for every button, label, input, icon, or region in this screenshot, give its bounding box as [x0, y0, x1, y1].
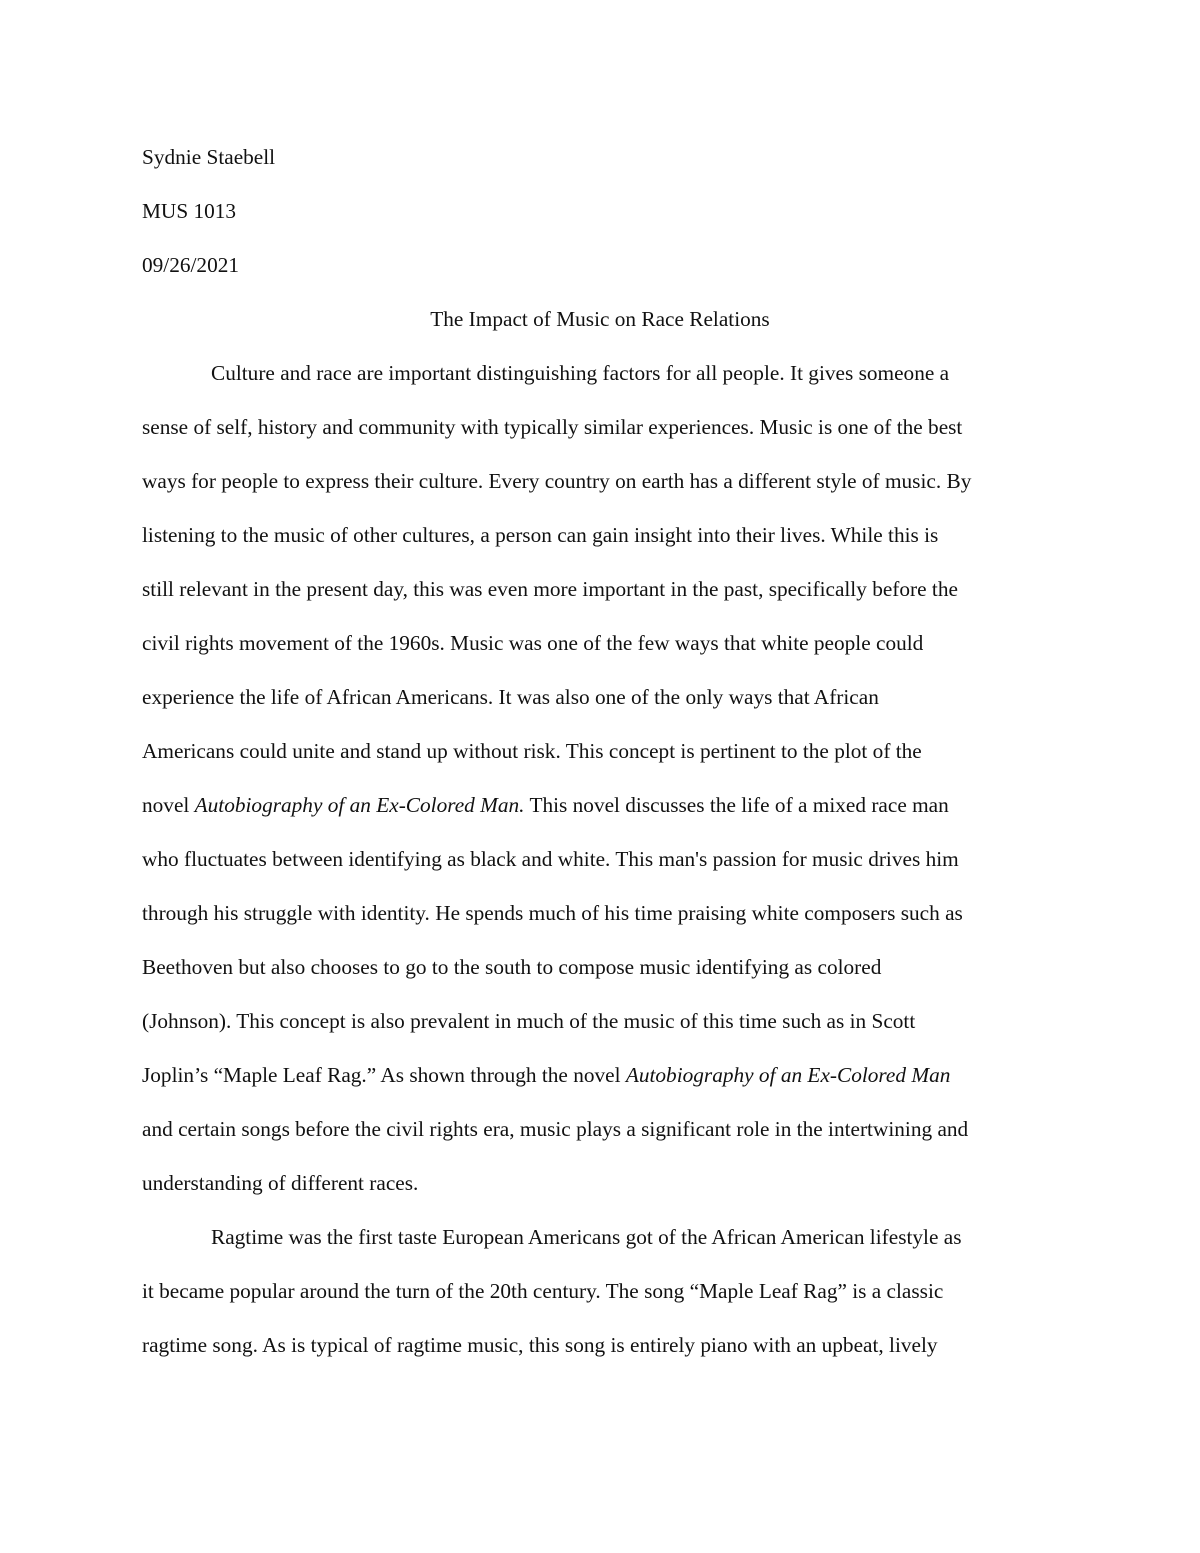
paragraph-line: Americans could unite and stand up without risk. This concept is pertinent to the plot of the: [142, 739, 922, 763]
date: 09/26/2021: [142, 253, 240, 277]
paragraph-line: experience the life of African Americans. It was also one of the only ways that African: [142, 685, 879, 709]
paragraph-line: understanding of different races.: [142, 1171, 419, 1195]
paragraph-line: listening to the music of other cultures, a person can gain insight into their lives. While this is: [142, 523, 939, 547]
author-name: Sydnie Staebell: [142, 145, 276, 169]
paragraph-line: it became popular around the turn of the 20th century. The song “Maple Leaf Rag” is a classic: [142, 1279, 944, 1303]
paragraph-line: still relevant in the present day, this was even more important in the past, specifically before the: [142, 577, 958, 601]
paragraph-line: novel Autobiography of an Ex-Colored Man. This novel discusses the life of a mixed race man: [142, 793, 949, 817]
paragraph-line: civil rights movement of the 1960s. Music was one of the few ways that white people could: [142, 631, 924, 655]
novel-title-italic: Autobiography of an Ex-Colored Man.: [194, 793, 525, 817]
paragraph-line: Beethoven but also chooses to go to the south to compose music identifying as colored: [142, 955, 882, 979]
paragraph-line: Ragtime was the first taste European Americans got of the African American lifestyle as: [211, 1225, 962, 1249]
course-code: MUS 1013: [142, 199, 237, 223]
paragraph-line: ways for people to express their culture. Every country on earth has a different style of music. By: [142, 469, 972, 493]
paragraph-line: through his struggle with identity. He spends much of his time praising white composers such as: [142, 901, 963, 925]
novel-title-italic: Autobiography of an Ex-Colored Man: [625, 1063, 951, 1087]
essay-title: The Impact of Music on Race Relations: [430, 307, 770, 331]
paragraph-line: who fluctuates between identifying as black and white. This man's passion for music drives him: [142, 847, 959, 871]
paragraph-line: sense of self, history and community with typically similar experiences. Music is one of the best: [142, 415, 963, 439]
paragraph-line: Joplin’s “Maple Leaf Rag.” As shown through the novel Autobiography of an Ex-Colored Man: [142, 1063, 951, 1087]
paragraph-line: Culture and race are important distinguishing factors for all people. It gives someone a: [211, 361, 950, 385]
paragraph-line: ragtime song. As is typical of ragtime music, this song is entirely piano with an upbeat, lively: [142, 1333, 938, 1357]
paragraph-line: (Johnson). This concept is also prevalent in much of the music of this time such as in Scott: [142, 1009, 916, 1033]
paragraph-line: and certain songs before the civil rights era, music plays a significant role in the intertwining and: [142, 1117, 969, 1141]
